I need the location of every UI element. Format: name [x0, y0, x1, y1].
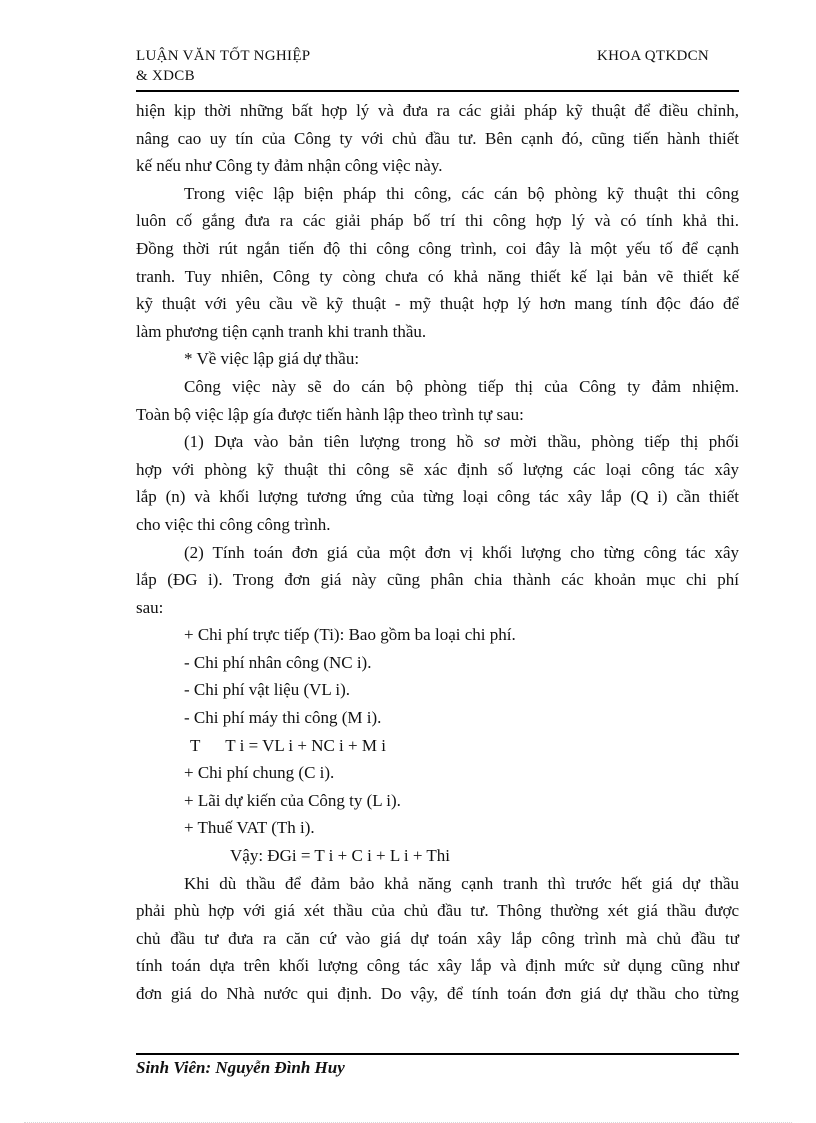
- text-line: chủ đầu tư đưa ra căn cứ vào giá dự toán xây lắp công trình mà chủ đầu tư: [136, 928, 739, 948]
- text-line: - Chi phí nhân công (NC i).: [184, 652, 372, 672]
- text-line: cho việc thi công công trình.: [136, 514, 331, 534]
- text-line: Khi dù thầu để đảm bảo khả năng cạnh tranh thì trước hết giá dự thầu: [184, 873, 739, 893]
- text-line: + Chi phí chung (C i).: [184, 763, 335, 783]
- footer-rule: [136, 1053, 739, 1055]
- formula-line: T T i = VL i + NC i + M i: [190, 735, 386, 755]
- text-line: luôn cố gắng đưa ra các giải pháp bố trí thi công hợp lý và có tính khả thi.: [136, 211, 739, 231]
- header-faculty: KHOA QTKDCN: [597, 48, 710, 64]
- text-line: - Chi phí vật liệu (VL i).: [184, 680, 351, 700]
- header-title: LUẬN VĂN TỐT NGHIỆP: [136, 48, 311, 64]
- text-line: + Chi phí trực tiếp (Ti): Bao gồm ba loại chi phí.: [184, 625, 516, 645]
- text-line: Toàn bộ việc lập gía được tiến hành lập theo trình tự sau:: [136, 404, 524, 424]
- text-line: - Chi phí máy thi công (M i).: [184, 708, 382, 728]
- text-line: + Thuế VAT (Th i).: [184, 818, 315, 838]
- text-line: kỹ thuật với yêu cầu về kỹ thuật - mỹ thuật hợp lý hơn mang tính độc đáo để: [136, 294, 739, 314]
- text-line: Công việc này sẽ do cán bộ phòng tiếp thị của Công ty đảm nhiệm.: [184, 376, 739, 396]
- text-line: hiện kịp thời những bất hợp lý và đưa ra các giải pháp kỹ thuật để điều chỉnh,: [136, 101, 739, 120]
- text-line: nâng cao uy tín của Công ty với chủ đầu tư. Bên cạnh đó, cũng tiến hành thiết: [136, 128, 739, 148]
- formula-line: Vậy: ĐGi = T i + C i + L i + Thi: [230, 846, 451, 866]
- text-line: tranh. Tuy nhiên, Công ty còng chưa có khả năng thiết kế lại bản vẽ thiết kế: [136, 266, 739, 286]
- header-left: [136, 46, 310, 86]
- document-body: [136, 97, 739, 1008]
- text-line: đơn giá do Nhà nước qui định. Do vậy, để tính toán đơn giá dự thầu cho từng: [136, 984, 739, 1003]
- text-line: sau:: [136, 597, 164, 617]
- text-line: * Về việc lập giá dự thầu:: [184, 349, 360, 369]
- text-line: tính toán dựa trên khối lượng công tác xây lắp và định mức sử dụng cũng như: [136, 956, 739, 976]
- text-line: hợp với phòng kỹ thuật thi công sẽ xác định số lượng các loại công tác xây: [136, 459, 739, 479]
- text-line: làm phương tiện cạnh tranh khi tranh thầu.: [136, 321, 427, 341]
- text-line: (2) Tính toán đơn giá của một đơn vị khối lượng cho từng công tác xây: [184, 542, 739, 562]
- footer-student: Sinh Viên: Nguyễn Đình Huy: [136, 1058, 345, 1077]
- text-line: kế nếu như Công ty đảm nhận công việc này.: [136, 156, 443, 176]
- text-line: Trong việc lập biện pháp thi công, các cán bộ phòng kỹ thuật thi công: [184, 183, 739, 203]
- text-line: (1) Dựa vào bản tiên lượng trong hồ sơ mời thầu, phòng tiếp thị phối: [184, 432, 739, 452]
- text-line: lắp (ĐG i). Trong đơn giá này cũng phân chia thành các khoản mục chi phí: [136, 570, 739, 590]
- text-line: + Lãi dự kiến của Công ty (L i).: [184, 790, 401, 810]
- text-line: Đồng thời rút ngắn tiến độ thi công công trình, coi đây là một yếu tố để cạnh: [136, 238, 739, 258]
- header-subtitle: & XDCB: [136, 68, 195, 84]
- text-line: phải phù hợp với giá xét thầu của chủ đầu tư. Thông thường xét giá thầu được: [136, 901, 739, 921]
- text-line: lắp (n) và khối lượng tương ứng của từng loại công tác xây lắp (Q i) cần thiết: [136, 487, 739, 507]
- header-rule: [136, 90, 739, 92]
